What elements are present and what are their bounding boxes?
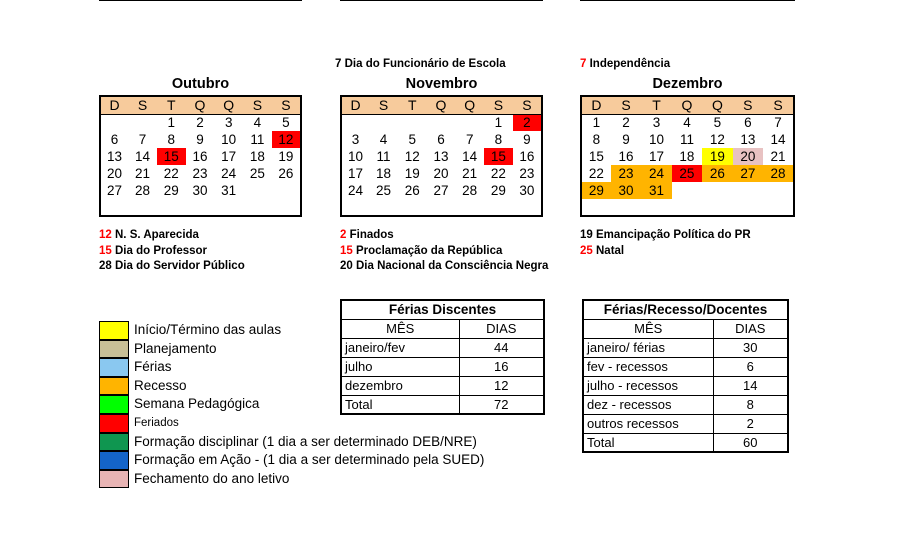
day-cell[interactable]: 7: [774, 115, 782, 130]
day-cell[interactable]: 12: [709, 131, 725, 147]
table-cell-month: janeiro/ férias: [583, 338, 713, 357]
day-cell[interactable]: [581, 199, 611, 216]
weekday-header: T: [398, 96, 427, 114]
table-header-row: [583, 319, 788, 338]
holiday-note-text: Emancipação Política do PR: [596, 229, 751, 241]
day-cell[interactable]: 2: [196, 115, 204, 130]
holiday-note: [580, 57, 670, 73]
day-cell[interactable]: 31: [221, 182, 237, 198]
holiday-note: [99, 244, 245, 260]
day-cell[interactable]: 18: [679, 148, 695, 164]
day-cell[interactable]: 15: [588, 148, 604, 164]
day-cell[interactable]: 26: [278, 165, 294, 181]
holiday-note-text: Proclamação da República: [356, 244, 503, 257]
holiday-note-day: 7: [335, 58, 342, 70]
day-cell[interactable]: [427, 199, 456, 216]
month-grid: [340, 0, 543, 1]
week-row: [581, 148, 794, 165]
day-cell[interactable]: 14: [770, 131, 786, 147]
holiday-note: [340, 259, 548, 275]
legend-swatch: [99, 433, 129, 452]
day-cell[interactable]: 23: [519, 165, 535, 181]
day-cell[interactable]: 22: [490, 165, 506, 181]
table-row: [583, 414, 788, 433]
table-ferias-recesso-docentes: [582, 299, 789, 453]
week-row: [341, 182, 542, 199]
weekday-header: S: [369, 96, 398, 114]
day-cell[interactable]: 1: [494, 115, 503, 130]
day-cell[interactable]: [341, 199, 369, 216]
day-cell[interactable]: 15: [484, 148, 513, 165]
table-row: [341, 338, 544, 357]
table-row: [341, 376, 544, 395]
day-cell[interactable]: [186, 199, 215, 216]
day-cell[interactable]: [369, 199, 398, 216]
day-cell[interactable]: [272, 199, 301, 216]
holiday-note: [340, 228, 548, 244]
holiday-note-day: 7: [580, 58, 587, 70]
day-cell[interactable]: 11: [376, 148, 391, 164]
table-header-cell: MÊS: [341, 319, 459, 338]
notes-dezembro: [580, 228, 751, 259]
holiday-note: [335, 57, 506, 73]
legend-label: Férias: [134, 359, 172, 375]
day-cell[interactable]: 12: [404, 148, 420, 164]
holiday-note: [580, 228, 751, 244]
week-row: [100, 148, 301, 165]
legend-label: Início/Término das aulas: [134, 322, 282, 337]
weekday-header: D: [581, 96, 611, 114]
day-cell[interactable]: [243, 199, 272, 216]
day-cell[interactable]: 24: [641, 165, 671, 182]
day-cell[interactable]: 24: [348, 182, 364, 198]
holiday-note-text: Dia do Funcionário de Escola: [344, 58, 506, 70]
weekday-header: Q: [186, 96, 215, 114]
table-header-cell: DIAS: [459, 319, 544, 338]
calendar-agosto-partial: [340, 0, 543, 1]
table-header-row: [341, 319, 544, 338]
weekday-header: Q: [702, 96, 732, 114]
day-cell[interactable]: [733, 199, 763, 216]
day-cell[interactable]: [513, 199, 542, 216]
day-cell[interactable]: [763, 182, 794, 199]
holiday-note-day: 2: [340, 229, 347, 241]
day-cell[interactable]: 8: [592, 131, 601, 147]
week-row: [581, 165, 794, 182]
weekday-header: Q: [427, 96, 456, 114]
holiday-note-day: 20: [340, 260, 353, 272]
table-cell-month: janeiro/fev: [341, 338, 459, 357]
day-cell[interactable]: [672, 182, 702, 199]
day-cell[interactable]: 21: [770, 148, 786, 164]
day-cell[interactable]: 22: [588, 165, 604, 181]
legend-label: Fechamento do ano letivo: [134, 470, 290, 486]
day-cell[interactable]: 12: [272, 131, 301, 148]
legend-swatch: [99, 340, 129, 359]
day-cell[interactable]: 13: [107, 148, 123, 164]
table-cell-days: 60: [713, 433, 788, 452]
legend-row: [99, 451, 484, 470]
day-cell[interactable]: 27: [433, 182, 449, 198]
day-cell[interactable]: [611, 199, 641, 216]
holiday-note: [340, 244, 548, 260]
table-cell-days: 30: [713, 338, 788, 357]
table-cell-days: 12: [459, 376, 544, 395]
day-cell[interactable]: 7: [465, 131, 474, 147]
legend-label: Formação em Ação - (1 dia a ser determinado pela SUED): [134, 452, 485, 468]
day-cell[interactable]: 5: [282, 115, 290, 130]
holiday-note-day: 25: [580, 244, 593, 257]
table-cell-days: 44: [459, 338, 544, 357]
holiday-note-day: 15: [99, 244, 112, 257]
table-cell-days: 14: [713, 376, 788, 395]
day-cell[interactable]: [341, 114, 369, 131]
table-header-cell: DIAS: [713, 319, 788, 338]
weekday-header: Q: [672, 96, 702, 114]
day-cell[interactable]: 3: [351, 131, 360, 147]
calendar-julho-partial: [99, 0, 302, 1]
day-cell[interactable]: 8: [167, 131, 175, 147]
day-cell[interactable]: 26: [702, 165, 732, 182]
day-cell[interactable]: [484, 199, 513, 216]
day-cell[interactable]: 10: [348, 148, 364, 164]
month-grid: [580, 95, 795, 217]
day-cell[interactable]: [641, 199, 671, 216]
day-cell[interactable]: 21: [134, 165, 150, 181]
day-cell[interactable]: 27: [733, 165, 763, 182]
day-cell[interactable]: 14: [134, 148, 150, 164]
weekday-header: S: [763, 96, 794, 114]
weekday-header: S: [243, 96, 272, 114]
weekday-header-row: [581, 96, 794, 114]
day-cell[interactable]: [702, 182, 732, 199]
table-caption: Férias/Recesso/Docentes: [583, 300, 788, 319]
table-row: [583, 357, 788, 376]
day-cell[interactable]: [128, 199, 157, 216]
table-caption-row: [583, 300, 788, 319]
info-table: [340, 299, 545, 415]
weekday-header-row: [341, 96, 542, 114]
notes-outubro: [99, 228, 245, 275]
table-row: [583, 395, 788, 414]
holiday-note-text: Finados: [349, 229, 394, 241]
week-row: [341, 114, 542, 131]
legend-label: Semana Pedagógica: [134, 396, 260, 412]
day-cell[interactable]: [100, 199, 128, 216]
month-title: Novembro: [405, 76, 478, 92]
legend-swatch: [99, 414, 129, 433]
week-row: [100, 199, 301, 216]
day-cell[interactable]: 20: [107, 165, 123, 181]
day-cell[interactable]: 9: [523, 131, 531, 147]
table-caption: Férias Discentes: [341, 300, 544, 319]
day-cell[interactable]: 13: [740, 131, 756, 147]
day-cell[interactable]: 30: [519, 182, 535, 198]
day-cell[interactable]: 26: [404, 182, 420, 198]
day-cell[interactable]: [128, 114, 157, 131]
holiday-note-day: 12: [99, 229, 112, 241]
day-cell[interactable]: [702, 199, 732, 216]
legend-swatch: [99, 358, 129, 377]
day-cell[interactable]: 6: [744, 115, 752, 130]
day-cell[interactable]: 4: [379, 131, 388, 147]
table-cell-month: julho - recessos: [583, 376, 713, 395]
notes-agosto: [335, 57, 506, 73]
day-cell[interactable]: [398, 114, 427, 131]
table-cell-month: Total: [583, 433, 713, 452]
day-cell[interactable]: 16: [519, 148, 535, 164]
weekday-header: Q: [214, 96, 243, 114]
week-row: [341, 199, 542, 216]
legend-label: Feriados: [134, 416, 179, 429]
day-cell[interactable]: 17: [348, 165, 364, 181]
table-cell-month: outros recessos: [583, 414, 713, 433]
day-cell[interactable]: 29: [490, 182, 506, 198]
week-row: [581, 131, 794, 148]
day-cell[interactable]: 25: [672, 165, 702, 182]
holiday-note-text: Natal: [596, 244, 625, 257]
week-row: [341, 165, 542, 182]
day-cell[interactable]: [733, 182, 763, 199]
day-cell[interactable]: 19: [404, 165, 420, 181]
day-cell[interactable]: 20: [433, 165, 449, 181]
day-cell[interactable]: 28: [134, 182, 150, 198]
notes-setembro: [580, 57, 670, 73]
legend-swatch: [99, 321, 129, 340]
day-cell[interactable]: 29: [163, 182, 179, 198]
day-cell[interactable]: 25: [375, 182, 391, 198]
day-cell[interactable]: 23: [192, 165, 208, 181]
notes-novembro: [340, 228, 548, 275]
day-cell[interactable]: 1: [592, 115, 601, 130]
week-row: [581, 114, 794, 131]
holiday-note-text: Dia do Professor: [115, 244, 208, 257]
day-cell[interactable]: [100, 114, 128, 131]
table-cell-days: 8: [713, 395, 788, 414]
day-cell[interactable]: 11: [250, 131, 265, 147]
day-cell[interactable]: 2: [622, 115, 630, 130]
table-cell-month: dez - recessos: [583, 395, 713, 414]
day-cell[interactable]: 17: [648, 148, 664, 164]
table-cell-days: 72: [459, 395, 544, 414]
day-cell[interactable]: 2: [513, 114, 542, 131]
week-row: [100, 131, 301, 148]
month-grid: [99, 95, 302, 217]
info-table: [582, 299, 789, 453]
weekday-header: S: [513, 96, 542, 114]
week-row: [581, 199, 794, 216]
month-title: Outubro: [171, 76, 230, 92]
day-cell[interactable]: 3: [224, 115, 233, 130]
day-cell[interactable]: [214, 199, 243, 216]
holiday-note: [580, 244, 751, 260]
day-cell[interactable]: [672, 199, 702, 216]
day-cell[interactable]: 15: [157, 148, 186, 165]
day-cell[interactable]: 18: [249, 148, 265, 164]
week-row: [100, 114, 301, 131]
day-cell[interactable]: [157, 199, 186, 216]
day-cell[interactable]: [369, 114, 398, 131]
holiday-note-text: N. S. Aparecida: [115, 229, 199, 241]
table-cell-days: 16: [459, 357, 544, 376]
legend-label: Recesso: [134, 377, 187, 393]
day-cell[interactable]: [455, 199, 484, 216]
weekday-header: D: [341, 96, 369, 114]
day-cell[interactable]: 4: [683, 115, 691, 130]
day-cell[interactable]: 28: [462, 182, 478, 198]
day-cell[interactable]: 7: [138, 131, 147, 147]
day-cell[interactable]: 18: [375, 165, 391, 181]
legend-row: [99, 470, 484, 489]
table-caption-row: [341, 300, 544, 319]
weekday-header: T: [157, 96, 186, 114]
holiday-note: [99, 228, 245, 244]
legend-swatch: [99, 470, 129, 489]
weekday-header: T: [641, 96, 671, 114]
day-cell[interactable]: 29: [581, 182, 611, 199]
day-cell[interactable]: [243, 182, 272, 199]
legend-swatch: [99, 395, 129, 414]
week-row: [100, 165, 301, 182]
day-cell[interactable]: [427, 114, 456, 131]
week-row: [341, 148, 542, 165]
legend-swatch: [99, 377, 129, 396]
day-cell[interactable]: 19: [278, 148, 294, 164]
day-cell[interactable]: 1: [167, 115, 175, 130]
weekday-header: S: [128, 96, 157, 114]
day-cell[interactable]: [455, 114, 484, 131]
holiday-note: [99, 259, 245, 275]
day-cell[interactable]: 16: [618, 148, 634, 164]
month-grid: [580, 0, 795, 1]
table-row: [341, 357, 544, 376]
holiday-note-day: 19: [580, 229, 593, 241]
weekday-header-row: [100, 96, 301, 114]
day-cell[interactable]: 4: [253, 115, 262, 130]
day-cell[interactable]: 27: [107, 182, 123, 198]
table-cell-days: 6: [713, 357, 788, 376]
day-cell[interactable]: 17: [221, 148, 237, 164]
holiday-note-text: Independência: [589, 58, 671, 70]
day-cell[interactable]: 30: [192, 182, 208, 198]
weekday-header: S: [272, 96, 301, 114]
day-cell[interactable]: 19: [702, 148, 732, 165]
day-cell[interactable]: 14: [462, 148, 478, 164]
legend-swatch: [99, 451, 129, 470]
table-cell-month: fev - recessos: [583, 357, 713, 376]
holiday-note-day: 28: [99, 260, 112, 272]
day-cell[interactable]: 6: [437, 131, 445, 147]
table-cell-month: julho: [341, 357, 459, 376]
day-cell[interactable]: 21: [462, 165, 478, 181]
week-row: [341, 131, 542, 148]
month-title: Dezembro: [652, 76, 723, 92]
legend-label: Planejamento: [134, 340, 217, 356]
calendar-outubro: [99, 76, 302, 217]
weekday-header: S: [733, 96, 763, 114]
weekday-header: S: [484, 96, 513, 114]
week-row: [100, 182, 301, 199]
holiday-note-text: Dia Nacional da Consciência Negra: [356, 260, 549, 272]
table-cell-month: Total: [341, 395, 459, 414]
day-cell[interactable]: 11: [679, 131, 694, 147]
table-header-cell: MÊS: [583, 319, 713, 338]
legend-row: [99, 433, 484, 452]
weekday-header: Q: [455, 96, 484, 114]
day-cell[interactable]: 16: [192, 148, 208, 164]
calendar-novembro: [340, 76, 543, 217]
calendar-dezembro: [580, 76, 795, 217]
table-row: [341, 395, 544, 414]
day-cell[interactable]: 9: [196, 131, 204, 147]
month-grid: [340, 95, 543, 217]
day-cell[interactable]: 9: [622, 131, 630, 147]
day-cell[interactable]: 23: [611, 165, 641, 182]
day-cell[interactable]: 6: [110, 131, 119, 147]
table-cell-days: 2: [713, 414, 788, 433]
day-cell[interactable]: [763, 199, 794, 216]
table-ferias-discentes: [340, 299, 545, 415]
day-cell[interactable]: 22: [163, 165, 179, 181]
day-cell[interactable]: 10: [221, 131, 237, 147]
holiday-note-day: 15: [340, 244, 353, 257]
day-cell[interactable]: 31: [641, 182, 671, 199]
table-row: [583, 376, 788, 395]
day-cell[interactable]: [272, 182, 301, 199]
weekday-header: S: [611, 96, 641, 114]
day-cell[interactable]: 25: [249, 165, 265, 181]
table-row: [583, 433, 788, 452]
week-row: [581, 182, 794, 199]
day-cell[interactable]: 8: [494, 131, 503, 147]
day-cell[interactable]: 28: [763, 165, 794, 182]
holiday-note-text: Dia do Servidor Público: [115, 260, 245, 272]
day-cell[interactable]: [398, 199, 427, 216]
day-cell[interactable]: 24: [221, 165, 237, 181]
table-cell-month: dezembro: [341, 376, 459, 395]
day-cell[interactable]: 30: [611, 182, 641, 199]
day-cell[interactable]: 5: [408, 131, 416, 147]
calendar-setembro-partial: [580, 0, 795, 1]
day-cell[interactable]: 13: [433, 148, 449, 164]
table-row: [583, 338, 788, 357]
day-cell[interactable]: 3: [652, 115, 661, 130]
weekday-header: D: [100, 96, 128, 114]
day-cell[interactable]: 10: [648, 131, 664, 147]
day-cell[interactable]: 20: [733, 148, 763, 165]
month-grid: [99, 0, 302, 1]
day-cell[interactable]: 5: [713, 115, 722, 130]
legend-row: [99, 414, 484, 433]
legend-label: Formação disciplinar (1 dia a ser determinado DEB/NRE): [134, 433, 477, 449]
